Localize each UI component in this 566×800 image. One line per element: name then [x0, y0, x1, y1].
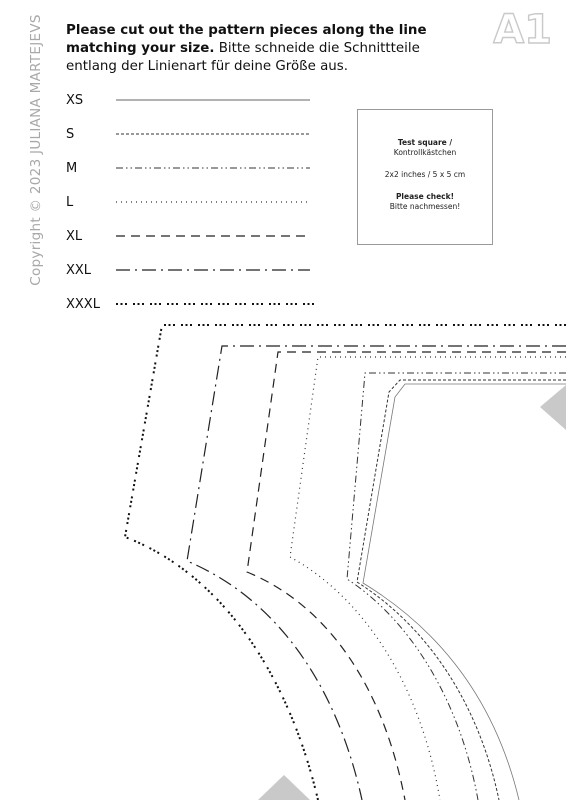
- instructions-bold: Please cut out the pattern pieces along the line matching your size.: [66, 23, 427, 56]
- size-label-m: M: [66, 161, 78, 176]
- size-label-xxxl: XXXL: [66, 297, 100, 312]
- pattern-line-l: [290, 357, 566, 800]
- instructions-normal: Bitte schneide die Schnittteile entlang der Linienart für deine Größe aus.: [66, 41, 420, 74]
- page-id-label: A1: [493, 7, 552, 53]
- pattern-line-s: [357, 380, 566, 800]
- size-label-xl: XL: [66, 229, 83, 244]
- size-label-s: S: [66, 127, 75, 142]
- pattern-line-xl: [247, 352, 566, 800]
- copyright-notice: Copyright © 2023 JULIANA MARTEJEVS: [28, 14, 44, 286]
- test-square-size: 2x2 inches / 5 x 5 cm: [384, 170, 466, 179]
- size-label-l: L: [66, 195, 74, 210]
- test-square-title: Test square /: [397, 138, 453, 147]
- alignment-marker-right: [540, 385, 566, 430]
- pattern-line-xs: [363, 384, 566, 800]
- pattern-line-m: [347, 373, 566, 800]
- pattern-line-xxl: [187, 346, 566, 800]
- test-square-check: Please check!: [395, 192, 455, 201]
- test-square-subtitle: Kontrollkästchen: [393, 148, 457, 157]
- size-label-xs: XS: [66, 93, 84, 108]
- alignment-marker-bottom: [258, 775, 310, 800]
- size-label-xxl: XXL: [66, 263, 92, 278]
- test-square-measure: Bitte nachmessen!: [389, 202, 461, 211]
